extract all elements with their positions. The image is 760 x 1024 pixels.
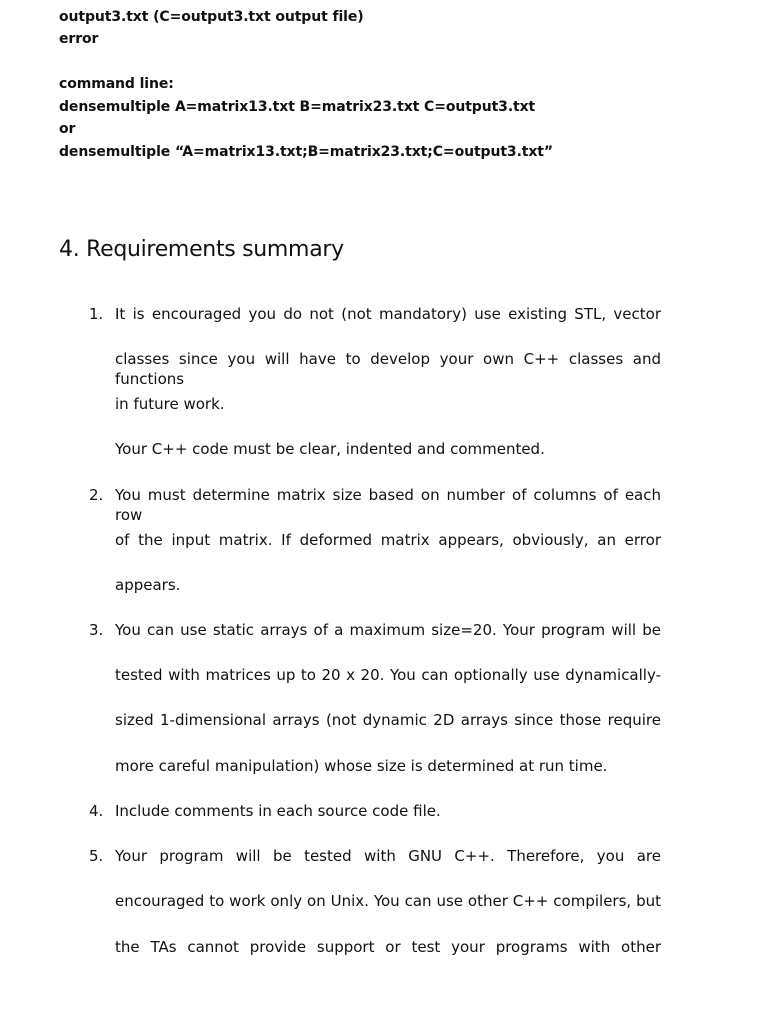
or-line: or: [59, 121, 76, 137]
list-item-line: classes since you will have to develop your own C++ classes and functions: [115, 350, 661, 388]
list-item-line: more careful manipulation) whose size is determined at run time.: [115, 757, 608, 775]
error-line: error: [59, 31, 99, 47]
list-item-line: of the input matrix. If deformed matrix appears, obviously, an error: [115, 531, 661, 549]
command-line-label: command line:: [59, 76, 174, 92]
list-item-line: tested with matrices up to 20 x 20. You can optionally use dynamically-: [115, 666, 661, 684]
list-number: 5.: [89, 847, 104, 865]
command-example-2: densemultiple “A=matrix13.txt;B=matrix23.txt;C=output3.txt”: [59, 144, 553, 160]
list-number: 4.: [89, 802, 104, 820]
list-item-line: Your C++ code must be clear, indented and commented.: [115, 440, 545, 458]
command-example-1: densemultiple A=matrix13.txt B=matrix23.txt C=output3.txt: [59, 99, 536, 115]
output-file-line: output3.txt (C=output3.txt output file): [59, 9, 364, 25]
list-item-line: sized 1-dimensional arrays (not dynamic 2D arrays since those require: [115, 711, 661, 729]
list-item-line: the TAs cannot provide support or test your programs with other: [115, 938, 661, 956]
list-item-line: You can use static arrays of a maximum size=20. Your program will be: [115, 621, 661, 639]
list-number: 2.: [89, 486, 104, 504]
list-item-line: Your program will be tested with GNU C++. Therefore, you are: [115, 847, 661, 865]
section-heading: 4. Requirements summary: [59, 237, 344, 262]
list-item-line: in future work.: [115, 395, 225, 413]
list-item-line: appears.: [115, 576, 181, 594]
list-number: 3.: [89, 621, 104, 639]
list-item-line: You must determine matrix size based on number of columns of each row: [115, 486, 661, 524]
list-number: 1.: [89, 305, 104, 323]
list-item-line: It is encouraged you do not (not mandatory) use existing STL, vector: [115, 305, 661, 323]
list-item-line: encouraged to work only on Unix. You can use other C++ compilers, but: [115, 892, 661, 910]
list-item-line: Include comments in each source code file.: [115, 802, 441, 820]
